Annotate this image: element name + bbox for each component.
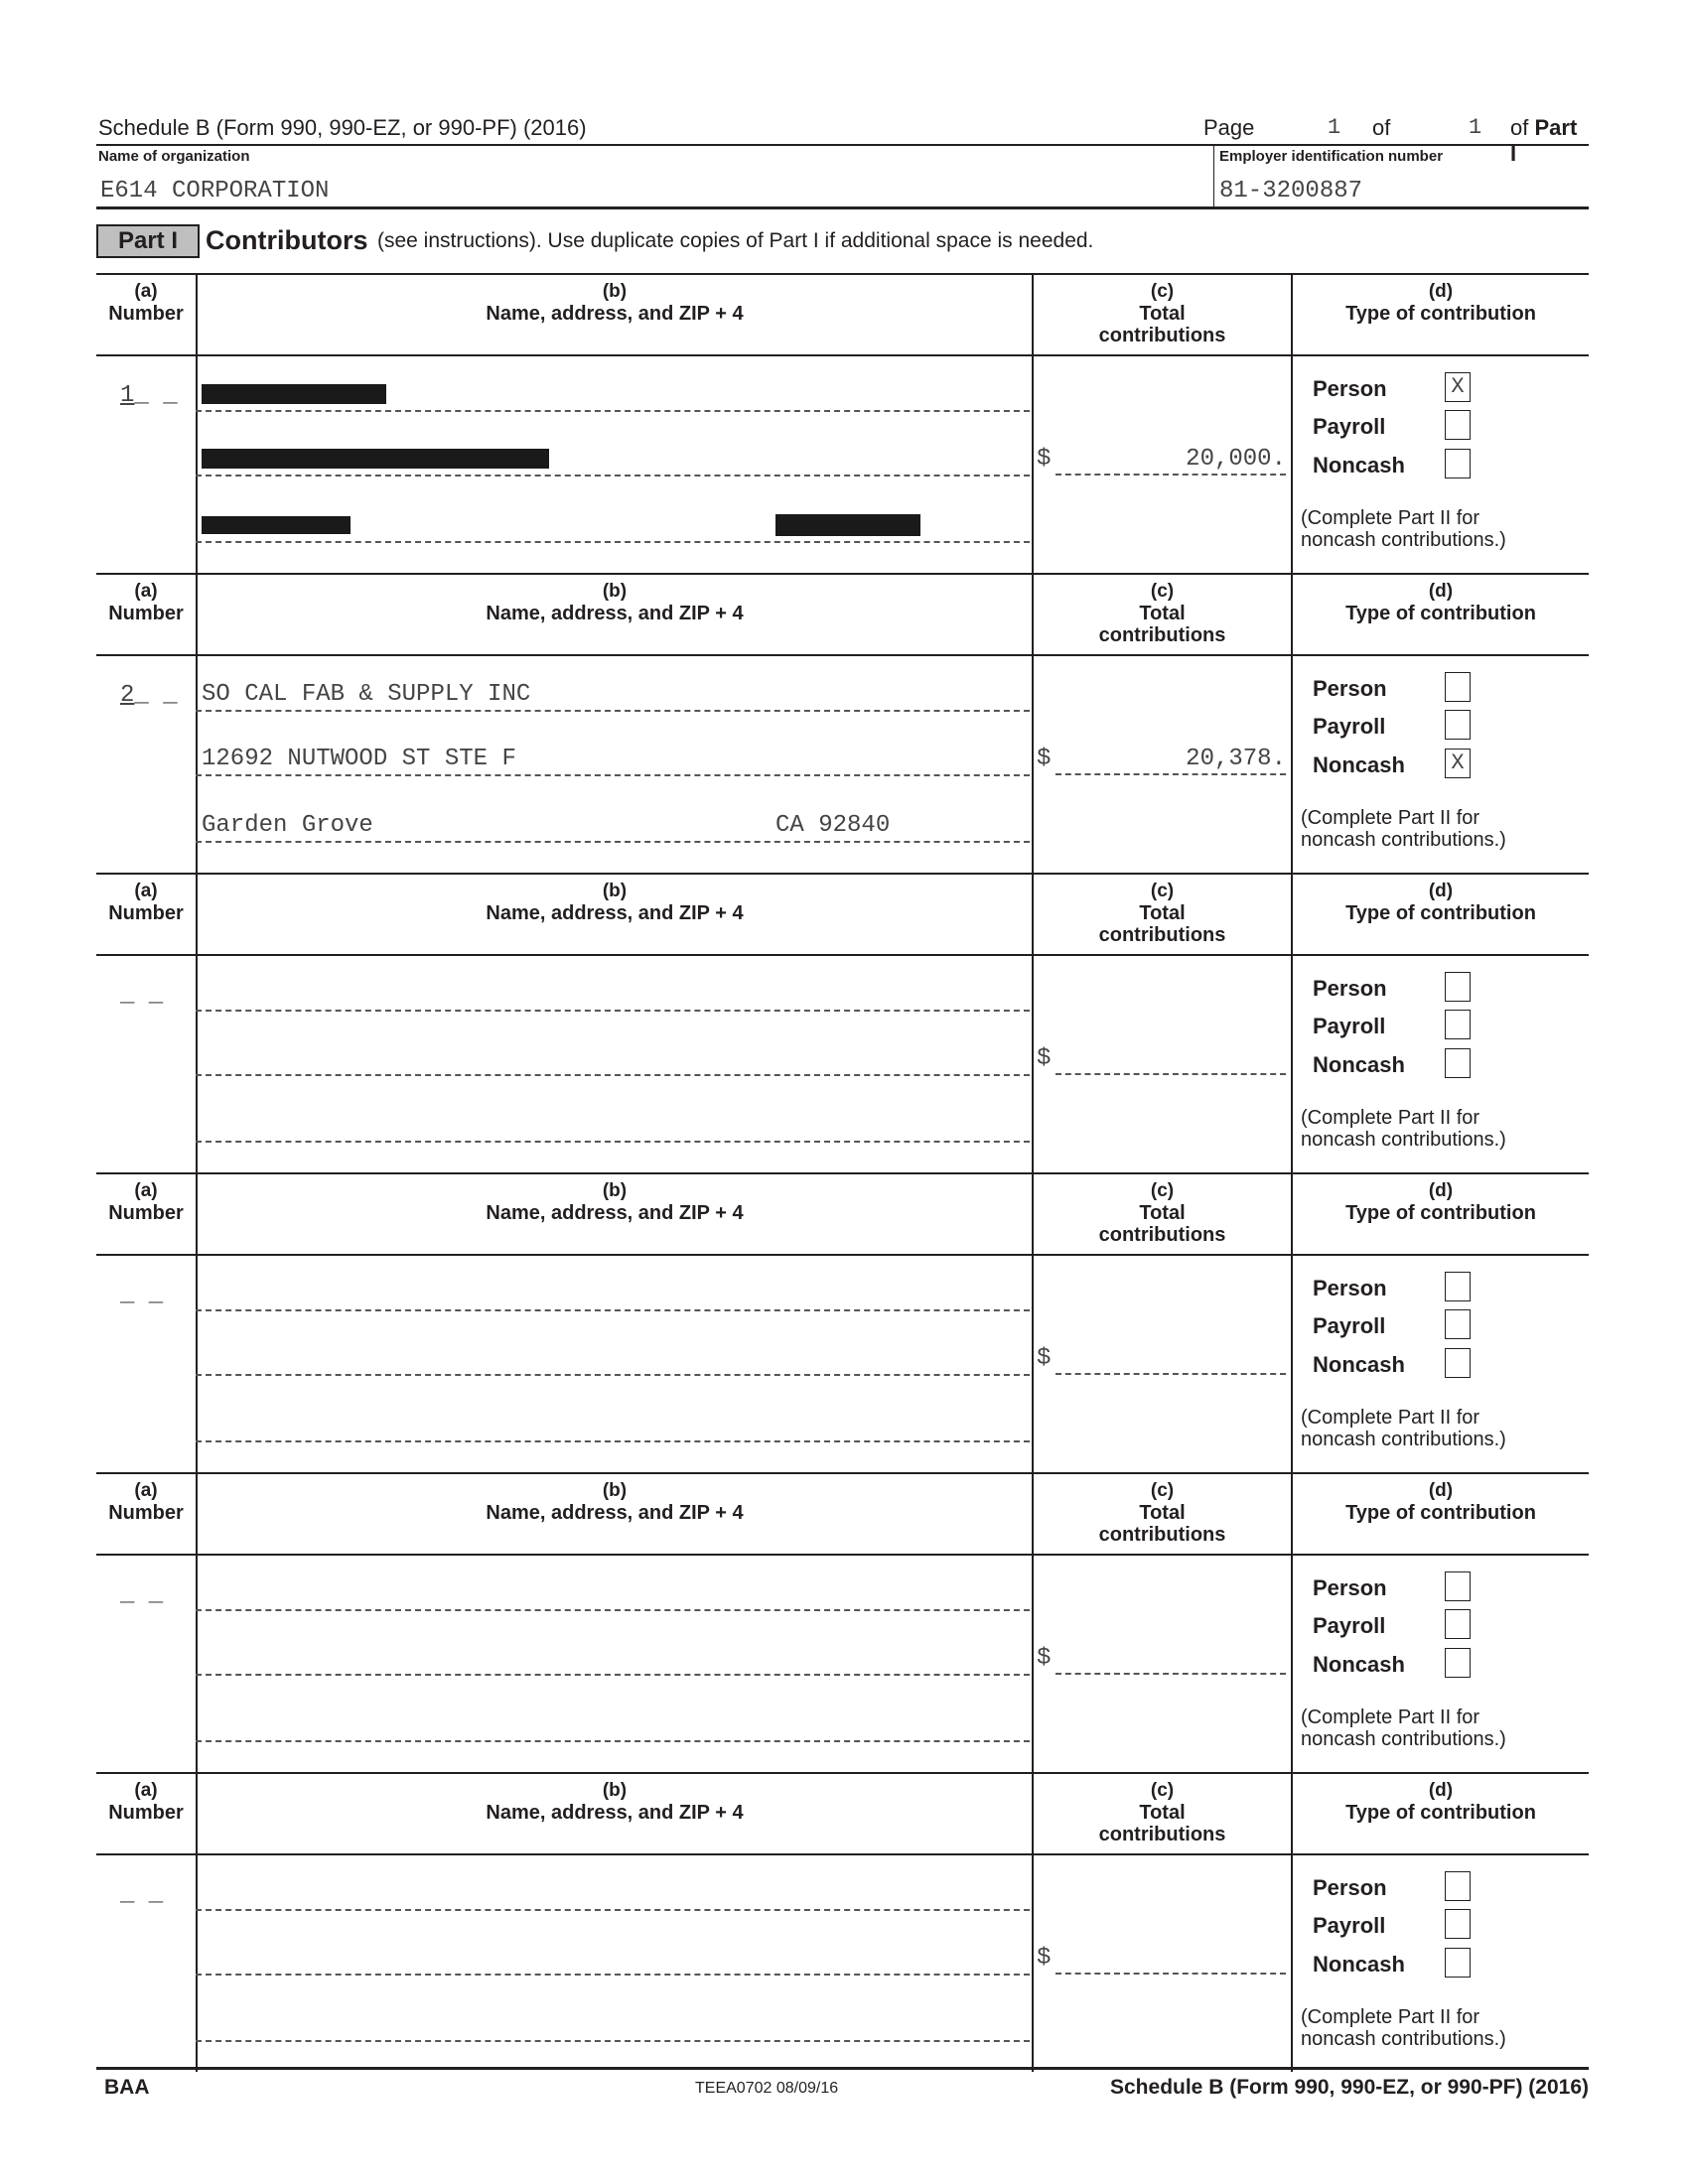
col-b-letter: (b): [602, 1480, 628, 1501]
city-line: [196, 541, 1030, 543]
col-b-title: Name, address, and ZIP + 4: [486, 303, 744, 325]
col-a-header: [96, 281, 196, 325]
col-c-subtitle: contributions: [1098, 325, 1226, 346]
of-label: of: [1372, 115, 1391, 140]
contributor-number-value: 1: [120, 382, 135, 409]
col-c-title: Total: [1139, 303, 1186, 325]
noncash-checkbox[interactable]: [1445, 1348, 1471, 1378]
col-d-letter: (d): [1428, 1780, 1454, 1801]
contributor-block: [96, 273, 1589, 573]
block-top-rule: [96, 1472, 1589, 1474]
block-header-rule: [96, 1254, 1589, 1256]
col-c-subtitle: contributions: [1098, 1824, 1226, 1845]
col-b-header: [198, 581, 1032, 624]
number-dashes: _ _: [120, 982, 164, 1009]
col-c-title: Total: [1139, 603, 1186, 624]
noncash-checkbox[interactable]: [1445, 1048, 1471, 1078]
noncash-checkbox[interactable]: X: [1445, 749, 1471, 778]
col-a-title: Number: [108, 603, 184, 624]
contributor-block: [96, 873, 1589, 1172]
number-dashes: _ _: [120, 1581, 164, 1608]
person-label: Person: [1313, 676, 1387, 701]
contributor-number[interactable]: [120, 382, 178, 409]
org-name-label: Name of organization: [98, 148, 250, 165]
col-c-letter: (c): [1150, 1480, 1175, 1501]
contributor-state-zip-field[interactable]: CA 92840: [775, 812, 891, 839]
contribution-amount-field[interactable]: 20,000.: [1186, 446, 1286, 473]
block-header-rule: [96, 1554, 1589, 1556]
form-footer: [96, 2070, 1589, 2100]
redaction-bar: [202, 384, 386, 404]
amount-line: [1055, 1973, 1286, 1975]
amount-line: [1055, 1373, 1286, 1375]
col-a-header: [96, 581, 196, 624]
col-c-header: [1034, 1480, 1291, 1546]
person-label: Person: [1313, 976, 1387, 1001]
page-label: Page: [1203, 115, 1255, 140]
person-label: Person: [1313, 1875, 1387, 1900]
note-line-1: (Complete Part II for: [1301, 2006, 1480, 2028]
note-line-2: noncash contributions.): [1301, 529, 1506, 551]
contributor-block: [96, 1472, 1589, 1772]
col-c-title: Total: [1139, 1802, 1186, 1824]
note-line-2: noncash contributions.): [1301, 2028, 1506, 2050]
col-c-subtitle: contributions: [1098, 624, 1226, 646]
person-label: Person: [1313, 376, 1387, 401]
col-c-letter: (c): [1150, 881, 1175, 901]
col-c-letter: (c): [1150, 581, 1175, 602]
col-c-letter: (c): [1150, 1780, 1175, 1801]
col-a-header: [96, 881, 196, 924]
amount-line: [1055, 773, 1286, 775]
address-line: [196, 1974, 1030, 1976]
part-heading: [96, 224, 1589, 260]
col-b-header: [198, 1480, 1032, 1524]
noncash-note: [1301, 1107, 1506, 1151]
col-b-letter: (b): [602, 881, 628, 901]
col-c-header: [1034, 1780, 1291, 1845]
col-a-title: Number: [108, 303, 184, 325]
dollar-sign: $: [1037, 746, 1052, 772]
person-label: Person: [1313, 1575, 1387, 1600]
col-c-subtitle: contributions: [1098, 924, 1226, 946]
block-header-rule: [96, 354, 1589, 356]
col-d-title: Type of contribution: [1345, 1802, 1536, 1824]
of-part-prefix: of: [1510, 115, 1535, 140]
noncash-note: [1301, 1407, 1506, 1450]
number-dashes: _ _: [134, 682, 178, 709]
col-c-header: [1034, 1180, 1291, 1246]
city-line: [196, 2040, 1030, 2042]
col-d-letter: (d): [1428, 581, 1454, 602]
name-line: [196, 1909, 1030, 1911]
col-a-letter: (a): [134, 1180, 158, 1201]
city-line: [196, 1740, 1030, 1742]
part-title: Contributors: [206, 225, 368, 255]
name-line: [196, 1309, 1030, 1311]
col-a-letter: (a): [134, 581, 158, 602]
col-d-letter: (d): [1428, 281, 1454, 302]
note-line-2: noncash contributions.): [1301, 1129, 1506, 1151]
part-subtitle: (see instructions). Use duplicate copies of Part I if additional space is needed.: [377, 229, 1094, 252]
dollar-sign: $: [1037, 1645, 1052, 1672]
col-b-letter: (b): [602, 1180, 628, 1201]
noncash-label: Noncash: [1313, 1952, 1405, 1977]
city-line: [196, 841, 1030, 843]
city-line: [196, 1440, 1030, 1442]
contributor-number[interactable]: [120, 682, 178, 709]
col-b-title: Name, address, and ZIP + 4: [486, 1802, 744, 1824]
col-c-letter: (c): [1150, 1180, 1175, 1201]
col-c-subtitle: contributions: [1098, 1224, 1226, 1246]
col-c-title: Total: [1139, 1502, 1186, 1524]
contributor-address-field[interactable]: 12692 NUTWOOD ST STE F: [202, 746, 516, 772]
payroll-checkbox[interactable]: [1445, 710, 1471, 740]
person-label: Person: [1313, 1276, 1387, 1300]
footer-schedule-title: Schedule B (Form 990, 990-EZ, or 990-PF) (2016): [1110, 2076, 1589, 2099]
col-d-header: [1293, 1480, 1589, 1524]
col-d-letter: (d): [1428, 1180, 1454, 1201]
noncash-label: Noncash: [1313, 1652, 1405, 1677]
col-a-title: Number: [108, 1502, 184, 1524]
col-a-title: Number: [108, 902, 184, 924]
col-a-letter: (a): [134, 881, 158, 901]
col-a-header: [96, 1780, 196, 1824]
part-badge: Part I: [96, 224, 200, 258]
contributor-number[interactable]: [120, 1581, 163, 1608]
address-line: [196, 1374, 1030, 1376]
contributor-number[interactable]: [120, 982, 163, 1009]
note-line-1: (Complete Part II for: [1301, 807, 1480, 829]
col-a-header: [96, 1180, 196, 1224]
col-a-title: Number: [108, 1802, 184, 1824]
org-name-field[interactable]: E614 CORPORATION: [100, 178, 330, 205]
city-line: [196, 1141, 1030, 1143]
address-line: [196, 1074, 1030, 1076]
amount-line: [1055, 1073, 1286, 1075]
col-b-header: [198, 1180, 1032, 1224]
person-checkbox[interactable]: X: [1445, 372, 1471, 402]
address-line: [196, 774, 1030, 776]
noncash-label: Noncash: [1313, 752, 1405, 777]
col-b-letter: (b): [602, 1780, 628, 1801]
note-line-2: noncash contributions.): [1301, 1429, 1506, 1450]
col-d-header: [1293, 1180, 1589, 1224]
payroll-label: Payroll: [1313, 1313, 1386, 1338]
block-top-rule: [96, 1172, 1589, 1174]
col-b-header: [198, 281, 1032, 325]
person-checkbox[interactable]: [1445, 1571, 1471, 1601]
page-number[interactable]: 1: [1328, 115, 1341, 140]
noncash-checkbox[interactable]: [1445, 449, 1471, 478]
col-c-header: [1034, 881, 1291, 946]
payroll-label: Payroll: [1313, 1613, 1386, 1638]
col-d-letter: (d): [1428, 1480, 1454, 1501]
col-b-title: Name, address, and ZIP + 4: [486, 1202, 744, 1224]
note-line-1: (Complete Part II for: [1301, 1706, 1480, 1728]
number-dashes: _ _: [120, 1282, 164, 1308]
amount-line: [1055, 1673, 1286, 1675]
payroll-label: Payroll: [1313, 714, 1386, 739]
noncash-label: Noncash: [1313, 1352, 1405, 1377]
redaction-bar: [202, 449, 549, 469]
col-b-letter: (b): [602, 281, 628, 302]
noncash-label: Noncash: [1313, 453, 1405, 478]
noncash-checkbox[interactable]: [1445, 1948, 1471, 1978]
block-top-rule: [96, 273, 1589, 275]
col-c-subtitle: contributions: [1098, 1524, 1226, 1546]
block-top-rule: [96, 873, 1589, 875]
person-checkbox[interactable]: [1445, 1272, 1471, 1301]
payroll-label: Payroll: [1313, 1913, 1386, 1938]
col-c-header: [1034, 581, 1291, 646]
contributor-block: [96, 573, 1589, 873]
col-b-header: [198, 1780, 1032, 1824]
form-code: TEEA0702 08/09/16: [695, 2080, 839, 2097]
noncash-checkbox[interactable]: [1445, 1648, 1471, 1678]
col-d-title: Type of contribution: [1345, 303, 1536, 325]
dollar-sign: $: [1037, 1945, 1052, 1972]
block-header-rule: [96, 1853, 1589, 1855]
col-b-header: [198, 881, 1032, 924]
col-c-header: [1034, 281, 1291, 346]
contributor-block: [96, 1172, 1589, 1472]
col-a-header: [96, 1480, 196, 1524]
col-b-title: Name, address, and ZIP + 4: [486, 902, 744, 924]
name-line: [196, 710, 1030, 712]
col-d-title: Type of contribution: [1345, 902, 1536, 924]
contributor-number[interactable]: [120, 1881, 163, 1908]
payroll-checkbox[interactable]: [1445, 1909, 1471, 1939]
note-line-1: (Complete Part II for: [1301, 1407, 1480, 1429]
block-top-rule: [96, 573, 1589, 575]
person-checkbox[interactable]: [1445, 672, 1471, 702]
noncash-note: [1301, 1706, 1506, 1750]
number-dashes: _ _: [134, 382, 178, 409]
block-header-rule: [96, 954, 1589, 956]
col-b-title: Name, address, and ZIP + 4: [486, 1502, 744, 1524]
col-a-title: Number: [108, 1202, 184, 1224]
note-line-2: noncash contributions.): [1301, 1728, 1506, 1750]
col-b-letter: (b): [602, 581, 628, 602]
col-d-title: Type of contribution: [1345, 1502, 1536, 1524]
col-c-letter: (c): [1150, 281, 1175, 302]
address-line: [196, 475, 1030, 477]
person-checkbox[interactable]: [1445, 1871, 1471, 1901]
ein-label: Employer identification number: [1219, 148, 1444, 165]
dollar-sign: $: [1037, 446, 1052, 473]
name-line: [196, 410, 1030, 412]
redaction-bar: [202, 516, 351, 534]
name-line: [196, 1010, 1030, 1012]
amount-line: [1055, 474, 1286, 476]
contributor-name-field[interactable]: SO CAL FAB & SUPPLY INC: [202, 681, 531, 708]
noncash-note: [1301, 507, 1506, 551]
col-a-letter: (a): [134, 1480, 158, 1501]
contributor-block: [96, 1772, 1589, 2072]
contributor-number[interactable]: [120, 1282, 163, 1308]
col-d-title: Type of contribution: [1345, 1202, 1536, 1224]
org-rule: [96, 206, 1589, 209]
col-a-letter: (a): [134, 281, 158, 302]
noncash-note: [1301, 2006, 1506, 2050]
baa-label: BAA: [104, 2076, 150, 2099]
dollar-sign: $: [1037, 1045, 1052, 1072]
number-dashes: _ _: [120, 1881, 164, 1908]
redaction-bar: [775, 514, 920, 536]
col-d-header: [1293, 581, 1589, 624]
payroll-label: Payroll: [1313, 1014, 1386, 1038]
col-b-title: Name, address, and ZIP + 4: [486, 603, 744, 624]
contributor-number-value: 2: [120, 682, 135, 709]
ein-field[interactable]: 81-3200887: [1219, 178, 1363, 205]
dollar-sign: $: [1037, 1345, 1052, 1372]
payroll-checkbox[interactable]: [1445, 1010, 1471, 1039]
payroll-checkbox[interactable]: [1445, 1309, 1471, 1339]
block-top-rule: [96, 1772, 1589, 1774]
col-c-title: Total: [1139, 1202, 1186, 1224]
contributor-city-field[interactable]: Garden Grove: [202, 812, 373, 839]
of-part-bold: Part I: [1510, 115, 1578, 166]
noncash-label: Noncash: [1313, 1052, 1405, 1077]
contribution-amount-field[interactable]: 20,378.: [1186, 746, 1286, 772]
note-line-1: (Complete Part II for: [1301, 1107, 1480, 1129]
col-d-header: [1293, 1780, 1589, 1824]
person-checkbox[interactable]: [1445, 972, 1471, 1002]
col-d-title: Type of contribution: [1345, 603, 1536, 624]
col-d-letter: (d): [1428, 881, 1454, 901]
block-header-rule: [96, 654, 1589, 656]
noncash-note: [1301, 807, 1506, 851]
form-title: Schedule B (Form 990, 990-EZ, or 990-PF) (2016): [98, 115, 587, 140]
org-divider: [1213, 146, 1214, 207]
note-line-1: (Complete Part II for: [1301, 507, 1480, 529]
col-d-header: [1293, 881, 1589, 924]
note-line-2: noncash contributions.): [1301, 829, 1506, 851]
payroll-checkbox[interactable]: [1445, 410, 1471, 440]
page-total[interactable]: 1: [1469, 115, 1482, 140]
col-a-letter: (a): [134, 1780, 158, 1801]
name-line: [196, 1609, 1030, 1611]
organization-row: [96, 146, 1589, 207]
address-line: [196, 1674, 1030, 1676]
payroll-label: Payroll: [1313, 414, 1386, 439]
payroll-checkbox[interactable]: [1445, 1609, 1471, 1639]
col-c-title: Total: [1139, 902, 1186, 924]
col-d-header: [1293, 281, 1589, 325]
